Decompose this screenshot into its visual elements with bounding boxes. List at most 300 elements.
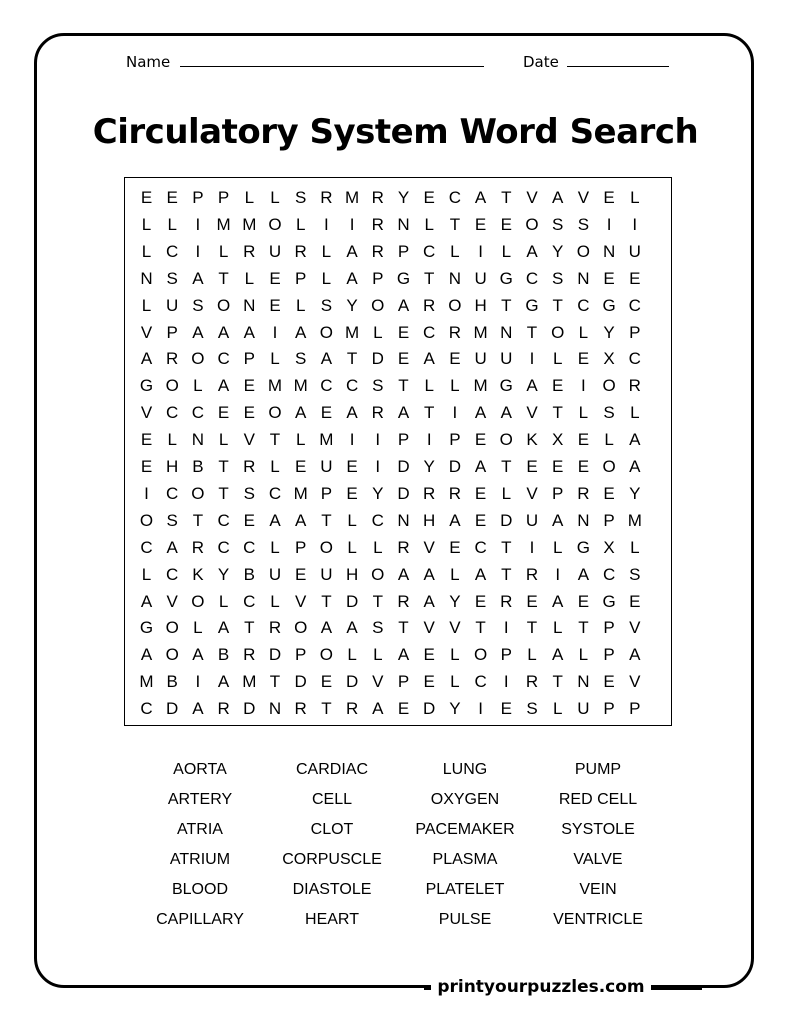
grid-letter[interactable]: S	[192, 295, 204, 315]
grid-letter[interactable]: O	[473, 645, 488, 665]
grid-letter[interactable]: U	[500, 349, 513, 369]
grid-letter[interactable]: E	[526, 457, 538, 476]
grid-letter[interactable]: O	[319, 537, 333, 557]
grid-letter[interactable]: I	[349, 214, 355, 234]
grid-letter[interactable]: R	[243, 457, 256, 476]
grid-letter[interactable]: I	[349, 430, 355, 450]
grid-letter[interactable]: R	[320, 188, 333, 207]
grid-letter[interactable]: D	[294, 672, 307, 692]
grid-letter[interactable]: U	[474, 268, 487, 288]
grid-letter[interactable]: I	[195, 214, 201, 234]
grid-letter[interactable]: B	[217, 645, 230, 665]
grid-letter[interactable]: M	[473, 322, 488, 342]
grid-letter[interactable]: I	[324, 214, 329, 234]
grid-letter[interactable]: A	[423, 564, 435, 584]
grid-letter[interactable]: M	[216, 214, 231, 234]
grid-letter[interactable]: R	[166, 349, 179, 369]
grid-letter[interactable]: T	[192, 510, 204, 530]
grid-letter[interactable]: L	[218, 241, 229, 261]
grid-letter[interactable]: E	[449, 349, 461, 369]
grid-letter[interactable]: T	[501, 295, 512, 315]
grid-letter[interactable]: O	[602, 376, 616, 396]
grid-letter[interactable]: L	[552, 537, 563, 557]
grid-letter[interactable]: E	[577, 457, 590, 476]
grid-letter[interactable]: R	[423, 295, 436, 315]
grid-letter[interactable]: V	[140, 403, 153, 423]
grid-letter[interactable]: E	[140, 430, 153, 450]
grid-letter[interactable]: T	[526, 618, 538, 638]
grid-letter[interactable]: A	[346, 268, 358, 288]
grid-letter[interactable]: T	[552, 403, 563, 423]
grid-letter[interactable]: M	[627, 510, 642, 530]
grid-letter[interactable]: L	[167, 214, 177, 234]
grid-letter[interactable]: A	[217, 322, 230, 342]
grid-letter[interactable]: A	[629, 457, 641, 476]
grid-letter[interactable]: P	[397, 672, 410, 692]
grid-letter[interactable]: C	[423, 241, 436, 261]
grid-letter[interactable]: A	[166, 537, 178, 557]
grid-letter[interactable]: T	[501, 188, 512, 207]
grid-letter[interactable]: U	[474, 349, 487, 369]
grid-letter[interactable]: S	[552, 268, 564, 288]
grid-letter[interactable]: P	[500, 645, 512, 665]
grid-letter[interactable]: E	[423, 672, 435, 692]
grid-letter[interactable]: O	[165, 645, 179, 665]
grid-letter[interactable]: L	[141, 564, 152, 584]
grid-letter[interactable]: L	[373, 537, 383, 557]
grid-letter[interactable]: A	[423, 591, 435, 611]
grid-letter[interactable]: X	[603, 349, 615, 369]
grid-letter[interactable]: U	[166, 295, 179, 315]
grid-letter[interactable]: S	[629, 564, 641, 584]
grid-letter[interactable]: N	[500, 322, 513, 342]
grid-letter[interactable]: E	[423, 645, 435, 665]
grid-letter[interactable]: D	[371, 349, 384, 369]
grid-letter[interactable]: O	[371, 564, 385, 584]
grid-letter[interactable]: D	[397, 457, 410, 476]
grid-letter[interactable]: P	[449, 430, 461, 450]
grid-letter[interactable]: L	[450, 645, 460, 665]
grid-letter[interactable]: E	[603, 483, 615, 503]
grid-letter[interactable]: L	[270, 349, 280, 369]
grid-letter[interactable]: Y	[629, 483, 641, 503]
grid-letter[interactable]: O	[499, 430, 513, 450]
grid-letter[interactable]: L	[295, 295, 306, 315]
grid-letter[interactable]: L	[578, 403, 589, 423]
grid-letter[interactable]: V	[423, 618, 435, 638]
grid-letter[interactable]: E	[423, 188, 435, 207]
grid-letter[interactable]: E	[603, 268, 615, 288]
grid-letter[interactable]: S	[166, 510, 178, 530]
grid-letter[interactable]: M	[139, 672, 154, 692]
grid-letter[interactable]: L	[347, 537, 357, 557]
grid-letter[interactable]: P	[552, 483, 564, 503]
grid-letter[interactable]: O	[165, 376, 179, 396]
grid-letter[interactable]: E	[500, 699, 512, 719]
grid-letter[interactable]: D	[423, 699, 436, 719]
grid-letter[interactable]: R	[268, 618, 282, 638]
grid-letter[interactable]: V	[629, 672, 641, 692]
grid-letter[interactable]: P	[295, 268, 307, 288]
grid-letter[interactable]: V	[526, 483, 538, 503]
grid-letter[interactable]: S	[295, 188, 307, 207]
grid-letter[interactable]: R	[448, 483, 462, 503]
grid-letter[interactable]: E	[474, 214, 487, 234]
grid-letter[interactable]: P	[295, 537, 307, 557]
grid-letter[interactable]: C	[166, 241, 179, 261]
grid-letter[interactable]: L	[270, 591, 280, 611]
grid-letter[interactable]: R	[191, 537, 205, 557]
grid-letter[interactable]: E	[577, 349, 590, 369]
grid-letter[interactable]: V	[526, 188, 538, 207]
grid-letter[interactable]: Y	[423, 457, 435, 476]
grid-letter[interactable]: P	[217, 188, 230, 207]
grid-letter[interactable]: R	[243, 645, 256, 665]
grid-letter[interactable]: L	[167, 430, 177, 450]
grid-letter[interactable]: E	[397, 322, 410, 342]
grid-letter[interactable]: S	[320, 295, 333, 315]
grid-letter[interactable]: L	[450, 241, 460, 261]
grid-letter[interactable]: R	[217, 699, 230, 719]
grid-letter[interactable]: N	[397, 214, 410, 234]
grid-letter[interactable]: R	[577, 483, 590, 503]
grid-letter[interactable]: R	[294, 699, 307, 719]
grid-letter[interactable]: V	[372, 672, 384, 692]
grid-letter[interactable]: R	[243, 241, 256, 261]
grid-letter[interactable]: E	[526, 591, 538, 611]
grid-letter[interactable]: R	[423, 483, 436, 503]
grid-letter[interactable]: P	[603, 699, 615, 719]
grid-letter[interactable]: A	[526, 241, 538, 261]
grid-letter[interactable]: L	[630, 537, 640, 557]
grid-letter[interactable]: A	[372, 699, 384, 719]
grid-letter[interactable]: T	[321, 510, 332, 530]
grid-letter[interactable]: R	[500, 591, 513, 611]
grid-letter[interactable]: C	[140, 537, 153, 557]
grid-letter[interactable]: A	[552, 510, 564, 530]
grid-letter[interactable]: L	[141, 214, 152, 234]
grid-letter[interactable]: O	[191, 483, 205, 503]
grid-letter[interactable]: U	[525, 510, 539, 530]
grid-letter[interactable]: L	[552, 699, 563, 719]
grid-letter[interactable]: C	[140, 699, 153, 719]
grid-letter[interactable]: G	[602, 591, 616, 611]
grid-letter[interactable]: T	[501, 564, 512, 584]
grid-letter[interactable]: U	[268, 241, 282, 261]
grid-letter[interactable]: I	[195, 241, 201, 261]
grid-letter[interactable]: I	[478, 699, 483, 719]
grid-letter[interactable]: L	[321, 241, 332, 261]
date-line[interactable]	[567, 66, 669, 67]
grid-letter[interactable]: N	[577, 510, 590, 530]
grid-letter[interactable]: M	[319, 430, 334, 450]
grid-letter[interactable]: I	[272, 322, 278, 342]
grid-letter[interactable]: A	[423, 349, 435, 369]
grid-letter[interactable]: Y	[603, 322, 615, 342]
grid-letter[interactable]: E	[552, 457, 564, 476]
grid-letter[interactable]: D	[345, 591, 359, 611]
grid-letter[interactable]: N	[397, 510, 410, 530]
grid-letter[interactable]: V	[140, 322, 153, 342]
grid-letter[interactable]: H	[423, 510, 436, 530]
grid-letter[interactable]: C	[474, 537, 487, 557]
grid-letter[interactable]: O	[191, 591, 205, 611]
grid-letter[interactable]: I	[478, 241, 483, 261]
grid-letter[interactable]: M	[345, 322, 360, 342]
grid-letter[interactable]: I	[452, 403, 458, 423]
grid-letter[interactable]: I	[503, 672, 509, 692]
grid-letter[interactable]: L	[630, 403, 640, 423]
grid-letter[interactable]: C	[268, 483, 282, 503]
grid-letter[interactable]: D	[500, 510, 513, 530]
grid-letter[interactable]: V	[243, 430, 255, 450]
grid-letter[interactable]: L	[373, 322, 383, 342]
grid-letter[interactable]: C	[243, 537, 256, 557]
grid-letter[interactable]: C	[371, 510, 384, 530]
grid-letter[interactable]: G	[139, 376, 154, 396]
grid-letter[interactable]: D	[268, 645, 282, 665]
grid-letter[interactable]: C	[217, 349, 230, 369]
grid-letter[interactable]: A	[192, 699, 204, 719]
grid-letter[interactable]: U	[320, 564, 333, 584]
grid-letter[interactable]: I	[529, 537, 535, 557]
grid-letter[interactable]: P	[603, 510, 615, 530]
grid-letter[interactable]: D	[243, 699, 256, 719]
grid-letter[interactable]: L	[347, 645, 357, 665]
grid-letter[interactable]: P	[243, 349, 255, 369]
grid-letter[interactable]: L	[270, 537, 280, 557]
grid-letter[interactable]: L	[450, 672, 460, 692]
grid-letter[interactable]: O	[191, 349, 205, 369]
grid-letter[interactable]: A	[397, 564, 410, 584]
grid-letter[interactable]: A	[192, 322, 204, 342]
grid-letter[interactable]: T	[398, 618, 409, 638]
grid-letter[interactable]: A	[474, 403, 487, 423]
grid-letter[interactable]: L	[424, 376, 434, 396]
grid-letter[interactable]: T	[552, 672, 563, 692]
grid-letter[interactable]: C	[577, 295, 590, 315]
grid-letter[interactable]: V	[423, 537, 435, 557]
grid-letter[interactable]: A	[295, 403, 307, 423]
grid-letter[interactable]: N	[268, 699, 282, 719]
grid-letter[interactable]: G	[499, 268, 513, 288]
grid-letter[interactable]: L	[578, 322, 589, 342]
grid-letter[interactable]: E	[449, 537, 461, 557]
grid-letter[interactable]: R	[628, 376, 641, 396]
grid-letter[interactable]: L	[552, 618, 563, 638]
grid-letter[interactable]: O	[551, 322, 565, 342]
grid-letter[interactable]: T	[526, 322, 538, 342]
grid-letter[interactable]: L	[141, 241, 152, 261]
grid-letter[interactable]: U	[268, 564, 282, 584]
grid-letter[interactable]: P	[397, 241, 410, 261]
grid-letter[interactable]: H	[345, 564, 359, 584]
grid-letter[interactable]: S	[526, 699, 538, 719]
grid-letter[interactable]: P	[320, 483, 333, 503]
grid-letter[interactable]: B	[243, 564, 255, 584]
grid-letter[interactable]: O	[319, 645, 333, 665]
grid-letter[interactable]: A	[346, 618, 358, 638]
grid-letter[interactable]: E	[346, 457, 358, 476]
grid-letter[interactable]: A	[217, 672, 230, 692]
grid-letter[interactable]: E	[320, 672, 333, 692]
grid-letter[interactable]: N	[577, 268, 590, 288]
grid-letter[interactable]: A	[552, 188, 564, 207]
grid-letter[interactable]: E	[577, 591, 590, 611]
grid-letter[interactable]: G	[576, 537, 590, 557]
grid-letter[interactable]: O	[371, 295, 385, 315]
grid-letter[interactable]: V	[629, 618, 641, 638]
grid-letter[interactable]: E	[295, 457, 307, 476]
grid-letter[interactable]: A	[320, 349, 333, 369]
grid-letter[interactable]: M	[242, 214, 257, 234]
grid-letter[interactable]: A	[474, 457, 487, 476]
grid-letter[interactable]: R	[294, 241, 307, 261]
grid-letter[interactable]: E	[397, 349, 410, 369]
grid-letter[interactable]: D	[448, 457, 462, 476]
grid-letter[interactable]: O	[268, 214, 282, 234]
grid-letter[interactable]: P	[629, 699, 641, 719]
grid-letter[interactable]: L	[244, 268, 255, 288]
grid-letter[interactable]: L	[501, 483, 512, 503]
grid-letter[interactable]: T	[321, 699, 332, 719]
grid-letter[interactable]: A	[140, 591, 153, 611]
grid-letter[interactable]: P	[629, 322, 641, 342]
grid-letter[interactable]: A	[577, 564, 590, 584]
grid-letter[interactable]: Y	[449, 591, 461, 611]
grid-letter[interactable]: O	[139, 510, 154, 530]
grid-letter[interactable]: D	[166, 699, 179, 719]
grid-letter[interactable]: A	[397, 645, 410, 665]
grid-letter[interactable]: I	[375, 430, 381, 450]
grid-letter[interactable]: A	[346, 241, 358, 261]
grid-letter[interactable]: G	[602, 295, 616, 315]
grid-letter[interactable]: E	[295, 564, 307, 584]
grid-letter[interactable]: T	[423, 403, 435, 423]
grid-letter[interactable]: V	[577, 188, 590, 207]
grid-letter[interactable]: B	[166, 672, 178, 692]
grid-letter[interactable]: O	[165, 618, 179, 638]
grid-letter[interactable]: V	[449, 618, 461, 638]
grid-letter[interactable]: A	[217, 618, 230, 638]
grid-letter[interactable]: I	[581, 376, 586, 396]
grid-letter[interactable]: P	[295, 645, 307, 665]
grid-letter[interactable]: M	[293, 483, 308, 503]
grid-letter[interactable]: N	[191, 430, 205, 450]
grid-letter[interactable]: R	[371, 241, 384, 261]
grid-letter[interactable]: N	[577, 672, 590, 692]
grid-letter[interactable]: V	[166, 591, 178, 611]
grid-letter[interactable]: R	[371, 403, 384, 423]
grid-letter[interactable]: R	[448, 322, 462, 342]
grid-letter[interactable]: A	[552, 591, 564, 611]
grid-letter[interactable]: L	[218, 430, 229, 450]
grid-letter[interactable]: T	[578, 618, 589, 638]
grid-letter[interactable]: O	[525, 214, 539, 234]
grid-letter[interactable]: E	[629, 268, 641, 288]
grid-letter[interactable]: L	[578, 645, 589, 665]
grid-letter[interactable]: T	[372, 591, 383, 611]
grid-letter[interactable]: A	[629, 430, 641, 450]
grid-letter[interactable]: Y	[552, 241, 564, 261]
grid-letter[interactable]: I	[503, 618, 509, 638]
grid-letter[interactable]: S	[552, 214, 564, 234]
grid-letter[interactable]: G	[396, 268, 411, 288]
grid-letter[interactable]: C	[243, 591, 256, 611]
grid-letter[interactable]: O	[448, 295, 462, 315]
grid-letter[interactable]: C	[602, 564, 616, 584]
grid-letter[interactable]: E	[603, 672, 615, 692]
grid-letter[interactable]: E	[629, 591, 641, 611]
grid-letter[interactable]: E	[243, 403, 255, 423]
grid-letter[interactable]: E	[474, 430, 487, 450]
grid-letter[interactable]: C	[525, 268, 539, 288]
grid-letter[interactable]: O	[268, 403, 282, 423]
grid-letter[interactable]: K	[526, 430, 538, 450]
grid-letter[interactable]: E	[346, 483, 358, 503]
grid-letter[interactable]: T	[501, 457, 512, 476]
grid-letter[interactable]: H	[166, 457, 179, 476]
grid-letter[interactable]: L	[527, 645, 537, 665]
grid-letter[interactable]: L	[218, 591, 229, 611]
grid-letter[interactable]: M	[267, 376, 283, 396]
grid-letter[interactable]: C	[628, 349, 641, 369]
grid-letter[interactable]: S	[243, 483, 255, 503]
grid-letter[interactable]: T	[218, 483, 229, 503]
grid-letter[interactable]: I	[555, 564, 561, 584]
grid-letter[interactable]: A	[346, 403, 358, 423]
grid-letter[interactable]: L	[450, 564, 460, 584]
grid-letter[interactable]: L	[295, 214, 306, 234]
grid-letter[interactable]: L	[270, 457, 280, 476]
grid-letter[interactable]: A	[552, 645, 564, 665]
grid-letter[interactable]: E	[140, 457, 153, 476]
grid-letter[interactable]: E	[474, 510, 487, 530]
grid-letter[interactable]: R	[525, 672, 539, 692]
grid-letter[interactable]: I	[144, 483, 149, 503]
grid-letter[interactable]: C	[628, 295, 641, 315]
grid-letter[interactable]: E	[243, 376, 255, 396]
grid-letter[interactable]: A	[526, 376, 538, 396]
grid-letter[interactable]: L	[373, 645, 383, 665]
grid-letter[interactable]: X	[552, 430, 564, 450]
grid-letter[interactable]: A	[629, 645, 641, 665]
grid-letter[interactable]: C	[191, 403, 205, 423]
grid-letter[interactable]: C	[166, 403, 179, 423]
grid-letter[interactable]: A	[474, 188, 487, 207]
grid-letter[interactable]: A	[295, 510, 307, 530]
grid-letter[interactable]: D	[345, 672, 359, 692]
grid-letter[interactable]: A	[192, 268, 204, 288]
grid-letter[interactable]: S	[603, 403, 615, 423]
grid-letter[interactable]: V	[295, 591, 307, 611]
grid-letter[interactable]: A	[140, 349, 153, 369]
grid-letter[interactable]: E	[140, 188, 153, 207]
grid-letter[interactable]: I	[529, 349, 535, 369]
grid-letter[interactable]: L	[141, 295, 152, 315]
grid-letter[interactable]: E	[552, 376, 564, 396]
grid-letter[interactable]: O	[319, 322, 333, 342]
grid-letter[interactable]: E	[217, 403, 230, 423]
grid-letter[interactable]: O	[216, 295, 231, 315]
grid-letter[interactable]: A	[474, 564, 487, 584]
grid-letter[interactable]: T	[501, 537, 512, 557]
grid-letter[interactable]: L	[295, 430, 306, 450]
grid-letter[interactable]: P	[397, 430, 410, 450]
grid-letter[interactable]: E	[166, 188, 178, 207]
grid-letter[interactable]: E	[474, 483, 487, 503]
grid-letter[interactable]: L	[193, 618, 203, 638]
